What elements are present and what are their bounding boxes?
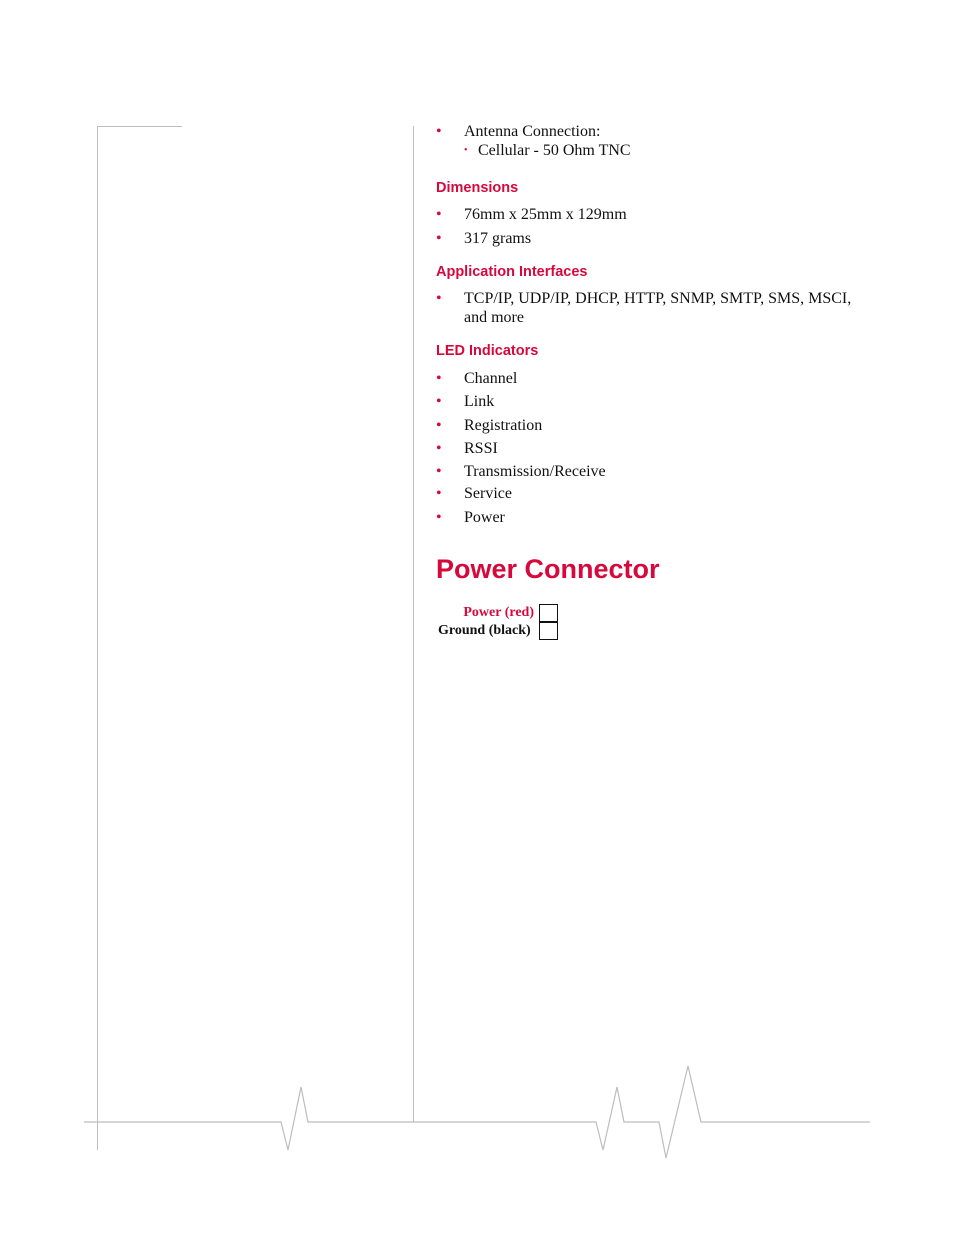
bullet-icon: • <box>436 230 442 247</box>
item-text: 317 grams <box>464 230 532 247</box>
bullet-icon: • <box>436 485 442 502</box>
list-item <box>436 205 876 224</box>
list-item <box>436 369 876 388</box>
ground-pin-label: Ground (black) <box>438 623 531 638</box>
list-item <box>436 392 876 411</box>
bullet-icon: • <box>436 393 442 410</box>
item-text: Transmission/Receive <box>464 463 606 480</box>
bullet-icon: • <box>436 440 442 457</box>
bullet-icon: • <box>436 123 442 140</box>
dimensions-list <box>436 205 876 248</box>
antenna-list <box>436 122 876 161</box>
application-interfaces-heading: Application Interfaces <box>436 264 588 280</box>
main-content <box>436 120 876 585</box>
power-pin-label: Power (red) <box>463 605 534 620</box>
bullet-icon: • <box>436 206 442 223</box>
list-item <box>436 439 876 458</box>
item-text: Registration <box>464 417 543 434</box>
left-margin-rule <box>97 126 98 1150</box>
ground-pin-box <box>539 622 558 640</box>
bullet-icon: • <box>436 290 442 307</box>
item-text: TCP/IP, UDP/IP, DHCP, HTTP, SNMP, SMTP, SMS, MSCI, and more <box>464 290 852 326</box>
sub-item-text: Cellular - 50 Ohm TNC <box>478 142 631 159</box>
antenna-label: Antenna Connection: <box>464 123 601 140</box>
item-text: Link <box>464 393 495 410</box>
item-text: Service <box>464 485 512 502</box>
bullet-icon: • <box>436 509 442 526</box>
item-text: 76mm x 25mm x 129mm <box>464 206 627 223</box>
led-indicators-list <box>436 369 876 527</box>
led-indicators-heading: LED Indicators <box>436 343 539 359</box>
bullet-icon: • <box>436 370 442 387</box>
list-item <box>436 508 876 527</box>
list-item <box>436 289 876 327</box>
sub-bullet-icon: • <box>464 145 468 156</box>
item-text: Channel <box>464 370 518 387</box>
item-text: RSSI <box>464 440 498 457</box>
list-item <box>436 484 876 503</box>
list-item <box>436 122 876 161</box>
power-connector-heading: Power Connector <box>436 554 660 584</box>
list-item <box>436 462 876 481</box>
item-text: Power <box>464 509 505 526</box>
list-item <box>436 416 876 435</box>
dimensions-heading: Dimensions <box>436 180 519 196</box>
sub-list-item <box>464 141 876 161</box>
bullet-icon: • <box>436 417 442 434</box>
column-divider-rule <box>413 126 414 1122</box>
bullet-icon: • <box>436 463 442 480</box>
power-connector-diagram <box>438 603 568 643</box>
power-pin-box <box>539 604 558 622</box>
antenna-sub-list <box>464 141 876 161</box>
top-left-rule <box>97 126 182 127</box>
list-item <box>436 229 876 248</box>
application-interfaces-list <box>436 289 876 327</box>
